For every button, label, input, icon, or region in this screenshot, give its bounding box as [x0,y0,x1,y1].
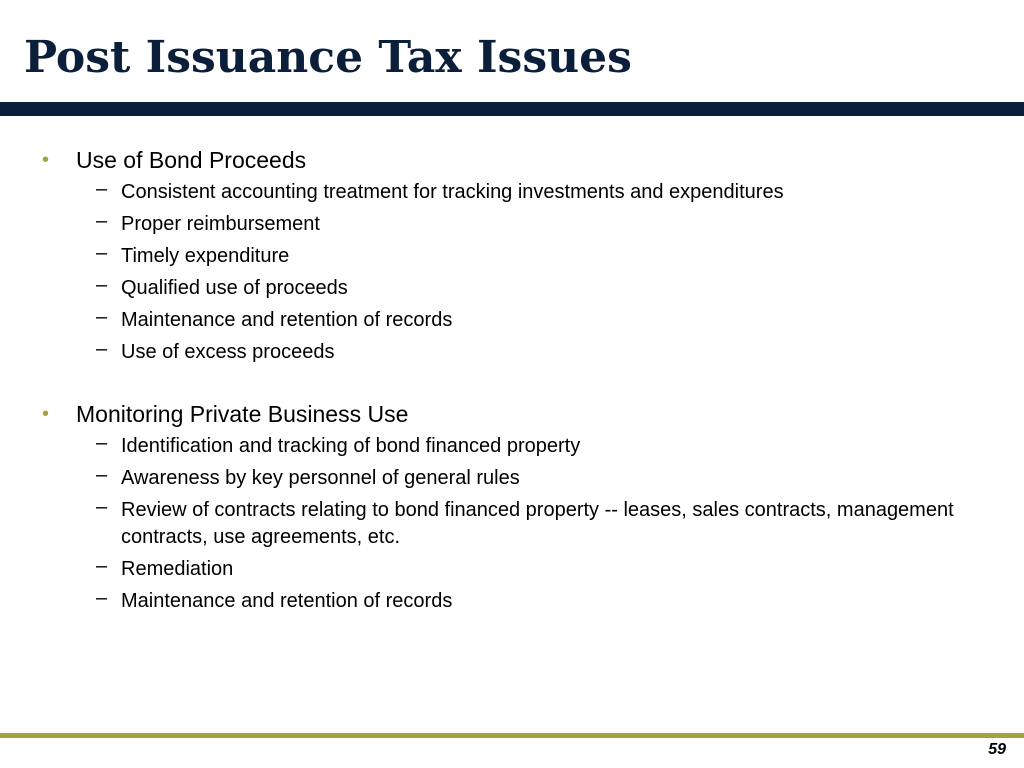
dash-icon: – [96,210,108,232]
dash-icon: – [96,587,108,609]
sub-bullet-item [0,556,1024,583]
sub-bullet-item [0,243,1024,270]
bullet-dot-icon: • [42,403,50,425]
sub-bullet-item [0,339,1024,366]
footer-accent-bar [0,733,1024,738]
bullet-heading [0,398,1024,430]
sub-bullet-item [0,211,1024,238]
sub-bullet-text: Timely expenditure [121,245,290,267]
sub-bullet-list [0,179,1024,366]
sub-bullet-text: Proper reimbursement [121,213,320,235]
sub-bullet-item [0,588,1024,615]
sub-bullet-text: Maintenance and retention of records [121,309,453,331]
title-divider-bar [0,102,1024,116]
sub-bullet-item [0,465,1024,492]
dash-icon: – [96,496,108,518]
sub-bullet-list [0,433,1024,615]
section-use-of-bond-proceeds [0,144,1024,366]
sub-bullet-text: Maintenance and retention of records [121,590,453,612]
dash-icon: – [96,274,108,296]
sub-bullet-text: Review of contracts relating to bond financed property -- leases, sales contracts, management contracts, use agreements, etc. [121,499,954,548]
bullet-heading [0,144,1024,176]
sub-bullet-text: Use of excess proceeds [121,341,335,363]
dash-icon: – [96,338,108,360]
slide-content [0,144,1024,620]
sub-bullet-item [0,433,1024,460]
dash-icon: – [96,555,108,577]
bullet-dot-icon: • [42,149,50,171]
sub-bullet-text: Consistent accounting treatment for tracking investments and expenditures [121,181,784,203]
dash-icon: – [96,306,108,328]
bullet-heading-text: Monitoring Private Business Use [76,401,409,427]
dash-icon: – [96,464,108,486]
dash-icon: – [96,178,108,200]
bullet-heading-text: Use of Bond Proceeds [76,147,307,173]
dash-icon: – [96,432,108,454]
section-monitoring-private-business-use [0,398,1024,615]
sub-bullet-item [0,307,1024,334]
sub-bullet-item [0,275,1024,302]
page-number: 59 [988,741,1006,758]
dash-icon: – [96,242,108,264]
sub-bullet-text: Awareness by key personnel of general rules [121,467,520,489]
sub-bullet-text: Qualified use of proceeds [121,277,348,299]
slide-title: Post Issuance Tax Issues [24,32,632,83]
sub-bullet-text: Identification and tracking of bond financed property [121,435,581,457]
sub-bullet-text: Remediation [121,558,234,580]
sub-bullet-item [0,497,1024,551]
sub-bullet-item [0,179,1024,206]
